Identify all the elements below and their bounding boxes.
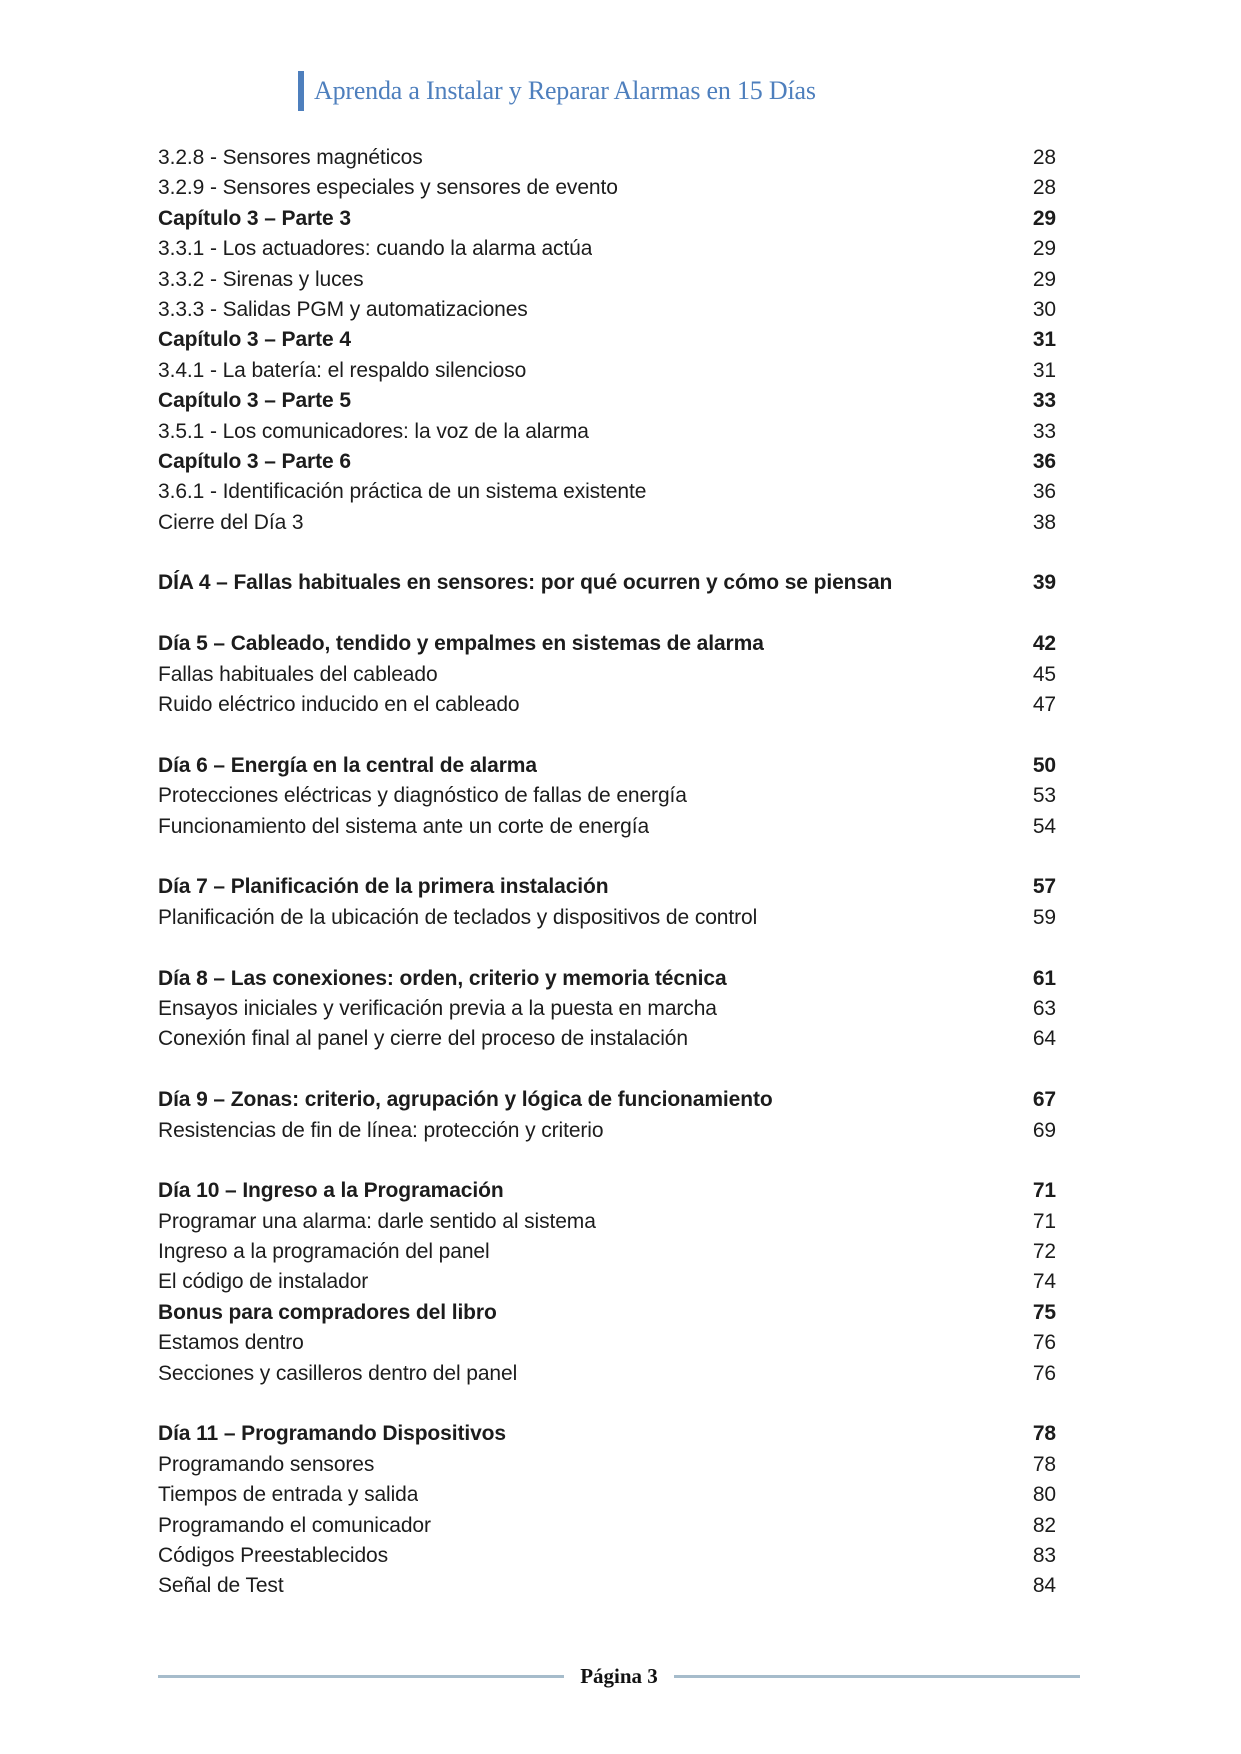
toc-entry-page: 39 xyxy=(1032,571,1056,595)
toc-entry-page: 31 xyxy=(1032,328,1056,352)
document-header xyxy=(298,68,816,114)
toc-entry-label: Fallas habituales del cableado xyxy=(158,662,438,686)
toc-entry-page: 53 xyxy=(1032,784,1056,808)
toc-row xyxy=(158,781,1056,811)
toc-row xyxy=(158,1480,1056,1510)
toc-entry-label: Estamos dentro xyxy=(158,1331,304,1355)
toc-row xyxy=(158,1207,1056,1237)
toc-entry-label: 3.3.3 - Salidas PGM y automatizaciones xyxy=(158,297,528,321)
toc-entry-page: 42 xyxy=(1032,632,1056,656)
toc-entry-label: Funcionamiento del sistema ante un corte de energía xyxy=(158,814,650,838)
toc-entry-page: 29 xyxy=(1032,237,1056,261)
toc-entry-page: 31 xyxy=(1032,358,1056,382)
toc-row xyxy=(158,477,1056,507)
toc-entry-page: 28 xyxy=(1032,176,1056,200)
toc-row xyxy=(158,1359,1056,1389)
toc-row xyxy=(158,295,1056,325)
toc-entry-page: 64 xyxy=(1032,1027,1056,1051)
toc-entry-page: 71 xyxy=(1032,1209,1056,1233)
toc-row xyxy=(158,994,1056,1024)
toc-row xyxy=(158,629,1056,659)
toc-row xyxy=(158,872,1056,902)
page-footer xyxy=(158,1664,1080,1689)
toc-row xyxy=(158,1571,1056,1601)
toc-row xyxy=(158,173,1056,203)
toc-entry-page: 45 xyxy=(1032,662,1056,686)
toc-entry-page: 84 xyxy=(1032,1574,1056,1598)
toc-row xyxy=(158,325,1056,355)
toc-entry-page: 80 xyxy=(1032,1483,1056,1507)
toc-entry-label: 3.5.1 - Los comunicadores: la voz de la alarma xyxy=(158,419,589,443)
toc-entry-label: 3.3.1 - Los actuadores: cuando la alarma actúa xyxy=(158,237,593,261)
toc-entry-page: 29 xyxy=(1032,267,1056,291)
toc-entry-page: 61 xyxy=(1032,966,1056,990)
toc-row xyxy=(158,568,1056,598)
toc-entry-label: Día 11 – Programando Dispositivos xyxy=(158,1422,506,1446)
toc-spacer xyxy=(158,599,1056,629)
toc-entry-page: 74 xyxy=(1032,1270,1056,1294)
toc-entry-page: 76 xyxy=(1032,1331,1056,1355)
toc-spacer xyxy=(158,1389,1056,1419)
toc-entry-label: Programando sensores xyxy=(158,1452,375,1476)
toc-entry-page: 36 xyxy=(1032,449,1056,473)
toc-entry-page: 50 xyxy=(1032,753,1056,777)
toc-spacer xyxy=(158,1055,1056,1085)
toc-entry-label: Capítulo 3 – Parte 6 xyxy=(158,449,351,473)
toc-entry-label: Capítulo 3 – Parte 3 xyxy=(158,206,351,230)
toc-entry-page: 76 xyxy=(1032,1361,1056,1385)
toc-entry-label: Día 9 – Zonas: criterio, agrupación y lógica de funcionamiento xyxy=(158,1088,773,1112)
footer-rule-right xyxy=(674,1675,1080,1678)
toc-entry-label: Día 8 – Las conexiones: orden, criterio y memoria técnica xyxy=(158,966,727,990)
toc-entry-page: 83 xyxy=(1032,1543,1056,1567)
toc-entry-page: 78 xyxy=(1032,1422,1056,1446)
toc-entry-page: 69 xyxy=(1032,1118,1056,1142)
toc-entry-page: 30 xyxy=(1032,297,1056,321)
toc-row xyxy=(158,1116,1056,1146)
toc-row xyxy=(158,903,1056,933)
toc-entry-label: Ingreso a la programación del panel xyxy=(158,1240,490,1264)
toc-entry-page: 63 xyxy=(1032,996,1056,1020)
toc-row xyxy=(158,417,1056,447)
toc-entry-label: Programando el comunicador xyxy=(158,1513,431,1537)
toc-entry-label: Conexión final al panel y cierre del proceso de instalación xyxy=(158,1027,688,1051)
toc-row xyxy=(158,1298,1056,1328)
toc-entry-page: 28 xyxy=(1032,146,1056,169)
toc-row xyxy=(158,386,1056,416)
toc-row xyxy=(158,1419,1056,1449)
toc-entry-label: Secciones y casilleros dentro del panel xyxy=(158,1361,518,1385)
document-title: Aprenda a Instalar y Reparar Alarmas en 15 Días xyxy=(314,76,816,105)
header-accent-bar xyxy=(298,71,304,111)
toc-entry-label: Capítulo 3 – Parte 5 xyxy=(158,389,351,413)
toc-spacer xyxy=(158,538,1056,568)
toc-row xyxy=(158,234,1056,264)
toc-row xyxy=(158,143,1056,173)
toc-entry-label: Protecciones eléctricas y diagnóstico de fallas de energía xyxy=(158,784,687,808)
toc-entry-label: Cierre del Día 3 xyxy=(158,510,304,534)
toc-entry-label: Ensayos iniciales y verificación previa a la puesta en marcha xyxy=(158,996,717,1020)
toc-row xyxy=(158,812,1056,842)
toc-entry-page: 33 xyxy=(1032,419,1056,443)
toc-entry-label: Programar una alarma: darle sentido al sistema xyxy=(158,1209,596,1233)
toc-entry-label: 3.2.8 - Sensores magnéticos xyxy=(158,146,423,169)
toc-entry-label: Bonus para compradores del libro xyxy=(158,1300,497,1324)
table-of-contents xyxy=(158,143,1056,1602)
toc-entry-label: Día 6 – Energía en la central de alarma xyxy=(158,753,537,777)
toc-entry-label: 3.3.2 - Sirenas y luces xyxy=(158,267,364,291)
toc-row xyxy=(158,1267,1056,1297)
toc-row xyxy=(158,1541,1056,1571)
toc-entry-label: DÍA 4 – Fallas habituales en sensores: por qué ocurren y cómo se piensan xyxy=(158,571,893,595)
toc-entry-page: 71 xyxy=(1032,1179,1056,1203)
toc-entry-page: 59 xyxy=(1032,905,1056,929)
toc-row xyxy=(158,1237,1056,1267)
toc-entry-label: Ruido eléctrico inducido en el cableado xyxy=(158,693,520,717)
toc-entry-page: 67 xyxy=(1032,1088,1056,1112)
toc-entry-label: Capítulo 3 – Parte 4 xyxy=(158,328,351,352)
toc-row xyxy=(158,1511,1056,1541)
toc-entry-label: Día 10 – Ingreso a la Programación xyxy=(158,1179,504,1203)
toc-entry-label: 3.4.1 - La batería: el respaldo silencioso xyxy=(158,358,527,382)
toc-row xyxy=(158,1024,1056,1054)
toc-entry-page: 54 xyxy=(1032,814,1056,838)
toc-row xyxy=(158,1176,1056,1206)
page-number-label: Página 3 xyxy=(580,1664,658,1688)
toc-row xyxy=(158,690,1056,720)
toc-entry-page: 78 xyxy=(1032,1452,1056,1476)
toc-entry-page: 38 xyxy=(1032,510,1056,534)
toc-entry-label: El código de instalador xyxy=(158,1270,369,1294)
toc-spacer xyxy=(158,842,1056,872)
toc-entry-label: 3.2.9 - Sensores especiales y sensores de evento xyxy=(158,176,618,200)
toc-row xyxy=(158,1085,1056,1115)
toc-spacer xyxy=(158,720,1056,750)
toc-entry-label: Resistencias de fin de línea: protección y criterio xyxy=(158,1118,604,1142)
toc-entry-page: 57 xyxy=(1032,875,1056,899)
toc-row xyxy=(158,660,1056,690)
toc-entry-page: 36 xyxy=(1032,480,1056,504)
toc-entry-page: 82 xyxy=(1032,1513,1056,1537)
toc-entry-page: 47 xyxy=(1032,693,1056,717)
toc-row xyxy=(158,751,1056,781)
toc-row xyxy=(158,508,1056,538)
toc-entry-label: Tiempos de entrada y salida xyxy=(158,1483,419,1507)
toc-spacer xyxy=(158,1146,1056,1176)
toc-row xyxy=(158,447,1056,477)
toc-row xyxy=(158,1450,1056,1480)
toc-entry-page: 29 xyxy=(1032,206,1056,230)
toc-entry-label: Día 5 – Cableado, tendido y empalmes en sistemas de alarma xyxy=(158,632,764,656)
toc-row xyxy=(158,356,1056,386)
toc-spacer xyxy=(158,933,1056,963)
toc-entry-label: Señal de Test xyxy=(158,1574,284,1598)
toc-row xyxy=(158,265,1056,295)
toc-entry-label: 3.6.1 - Identificación práctica de un sistema existente xyxy=(158,480,647,504)
toc-row xyxy=(158,204,1056,234)
toc-entry-page: 72 xyxy=(1032,1240,1056,1264)
toc-entry-label: Códigos Preestablecidos xyxy=(158,1543,389,1567)
toc-entry-label: Planificación de la ubicación de teclados y dispositivos de control xyxy=(158,905,758,929)
toc-row xyxy=(158,1328,1056,1358)
toc-entry-label: Día 7 – Planificación de la primera instalación xyxy=(158,875,609,899)
toc-entry-page: 75 xyxy=(1032,1300,1056,1324)
toc-row xyxy=(158,964,1056,994)
toc-entry-page: 33 xyxy=(1032,389,1056,413)
footer-rule-left xyxy=(158,1675,564,1678)
